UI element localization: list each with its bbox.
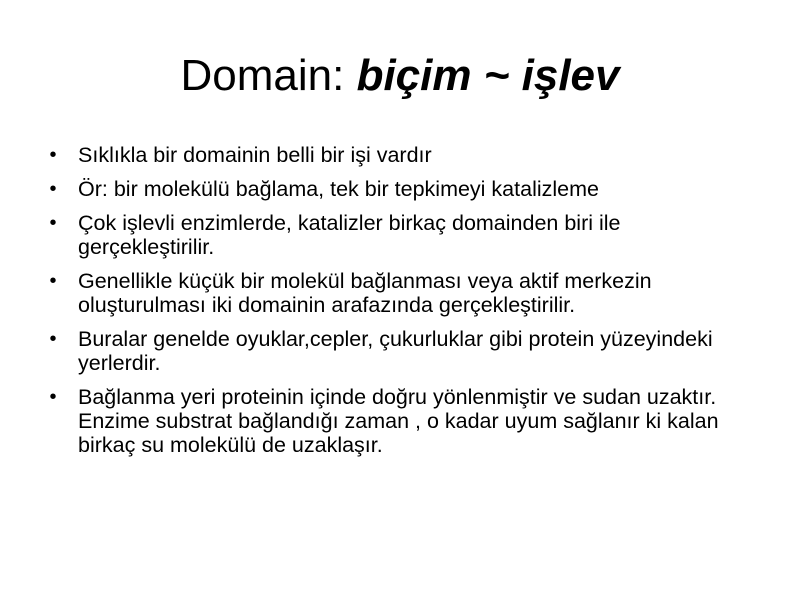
bullet-icon: •: [49, 386, 57, 408]
bullet-list: [40, 143, 760, 467]
bullet-item: [40, 143, 760, 167]
bullet-text: Ör: bir molekülü bağlama, tek bir tepkimeyi katalizleme: [78, 177, 599, 201]
bullet-text: Sıklıkla bir domainin belli bir işi vardır: [78, 143, 432, 167]
bullet-icon: •: [49, 328, 57, 350]
bullet-item: [40, 269, 760, 317]
bullet-icon: •: [49, 212, 57, 234]
bullet-icon: •: [49, 178, 57, 200]
bullet-item: [40, 327, 760, 375]
bullet-text: Buralar genelde oyuklar,cepler, çukurluklar gibi protein yüzeyindeki yerlerdir.: [78, 327, 713, 375]
slide-title: [0, 46, 800, 106]
bullet-text: Çok işlevli enzimlerde, katalizler birkaç domainden biri ile gerçekleştirilir.: [78, 211, 621, 259]
bullet-item: [40, 177, 760, 201]
bullet-text: Genellikle küçük bir molekül bağlanması veya aktif merkezin oluşturulması iki domainin arafazında gerçekleştirilir.: [78, 269, 652, 317]
bullet-text: Bağlanma yeri proteinin içinde doğru yönlenmiştir ve sudan uzaktır. Enzime substrat bağlandığı zaman , o kadar uyum sağlanır ki kalan birkaç su molekülü de uzaklaşır.: [78, 385, 719, 457]
bullet-item: [40, 211, 760, 259]
title-prefix: Domain:: [180, 51, 357, 100]
title-emphasis: biçim ~ işlev: [356, 51, 620, 100]
bullet-item: [40, 385, 760, 457]
bullet-icon: •: [49, 144, 57, 166]
bullet-icon: •: [49, 270, 57, 292]
